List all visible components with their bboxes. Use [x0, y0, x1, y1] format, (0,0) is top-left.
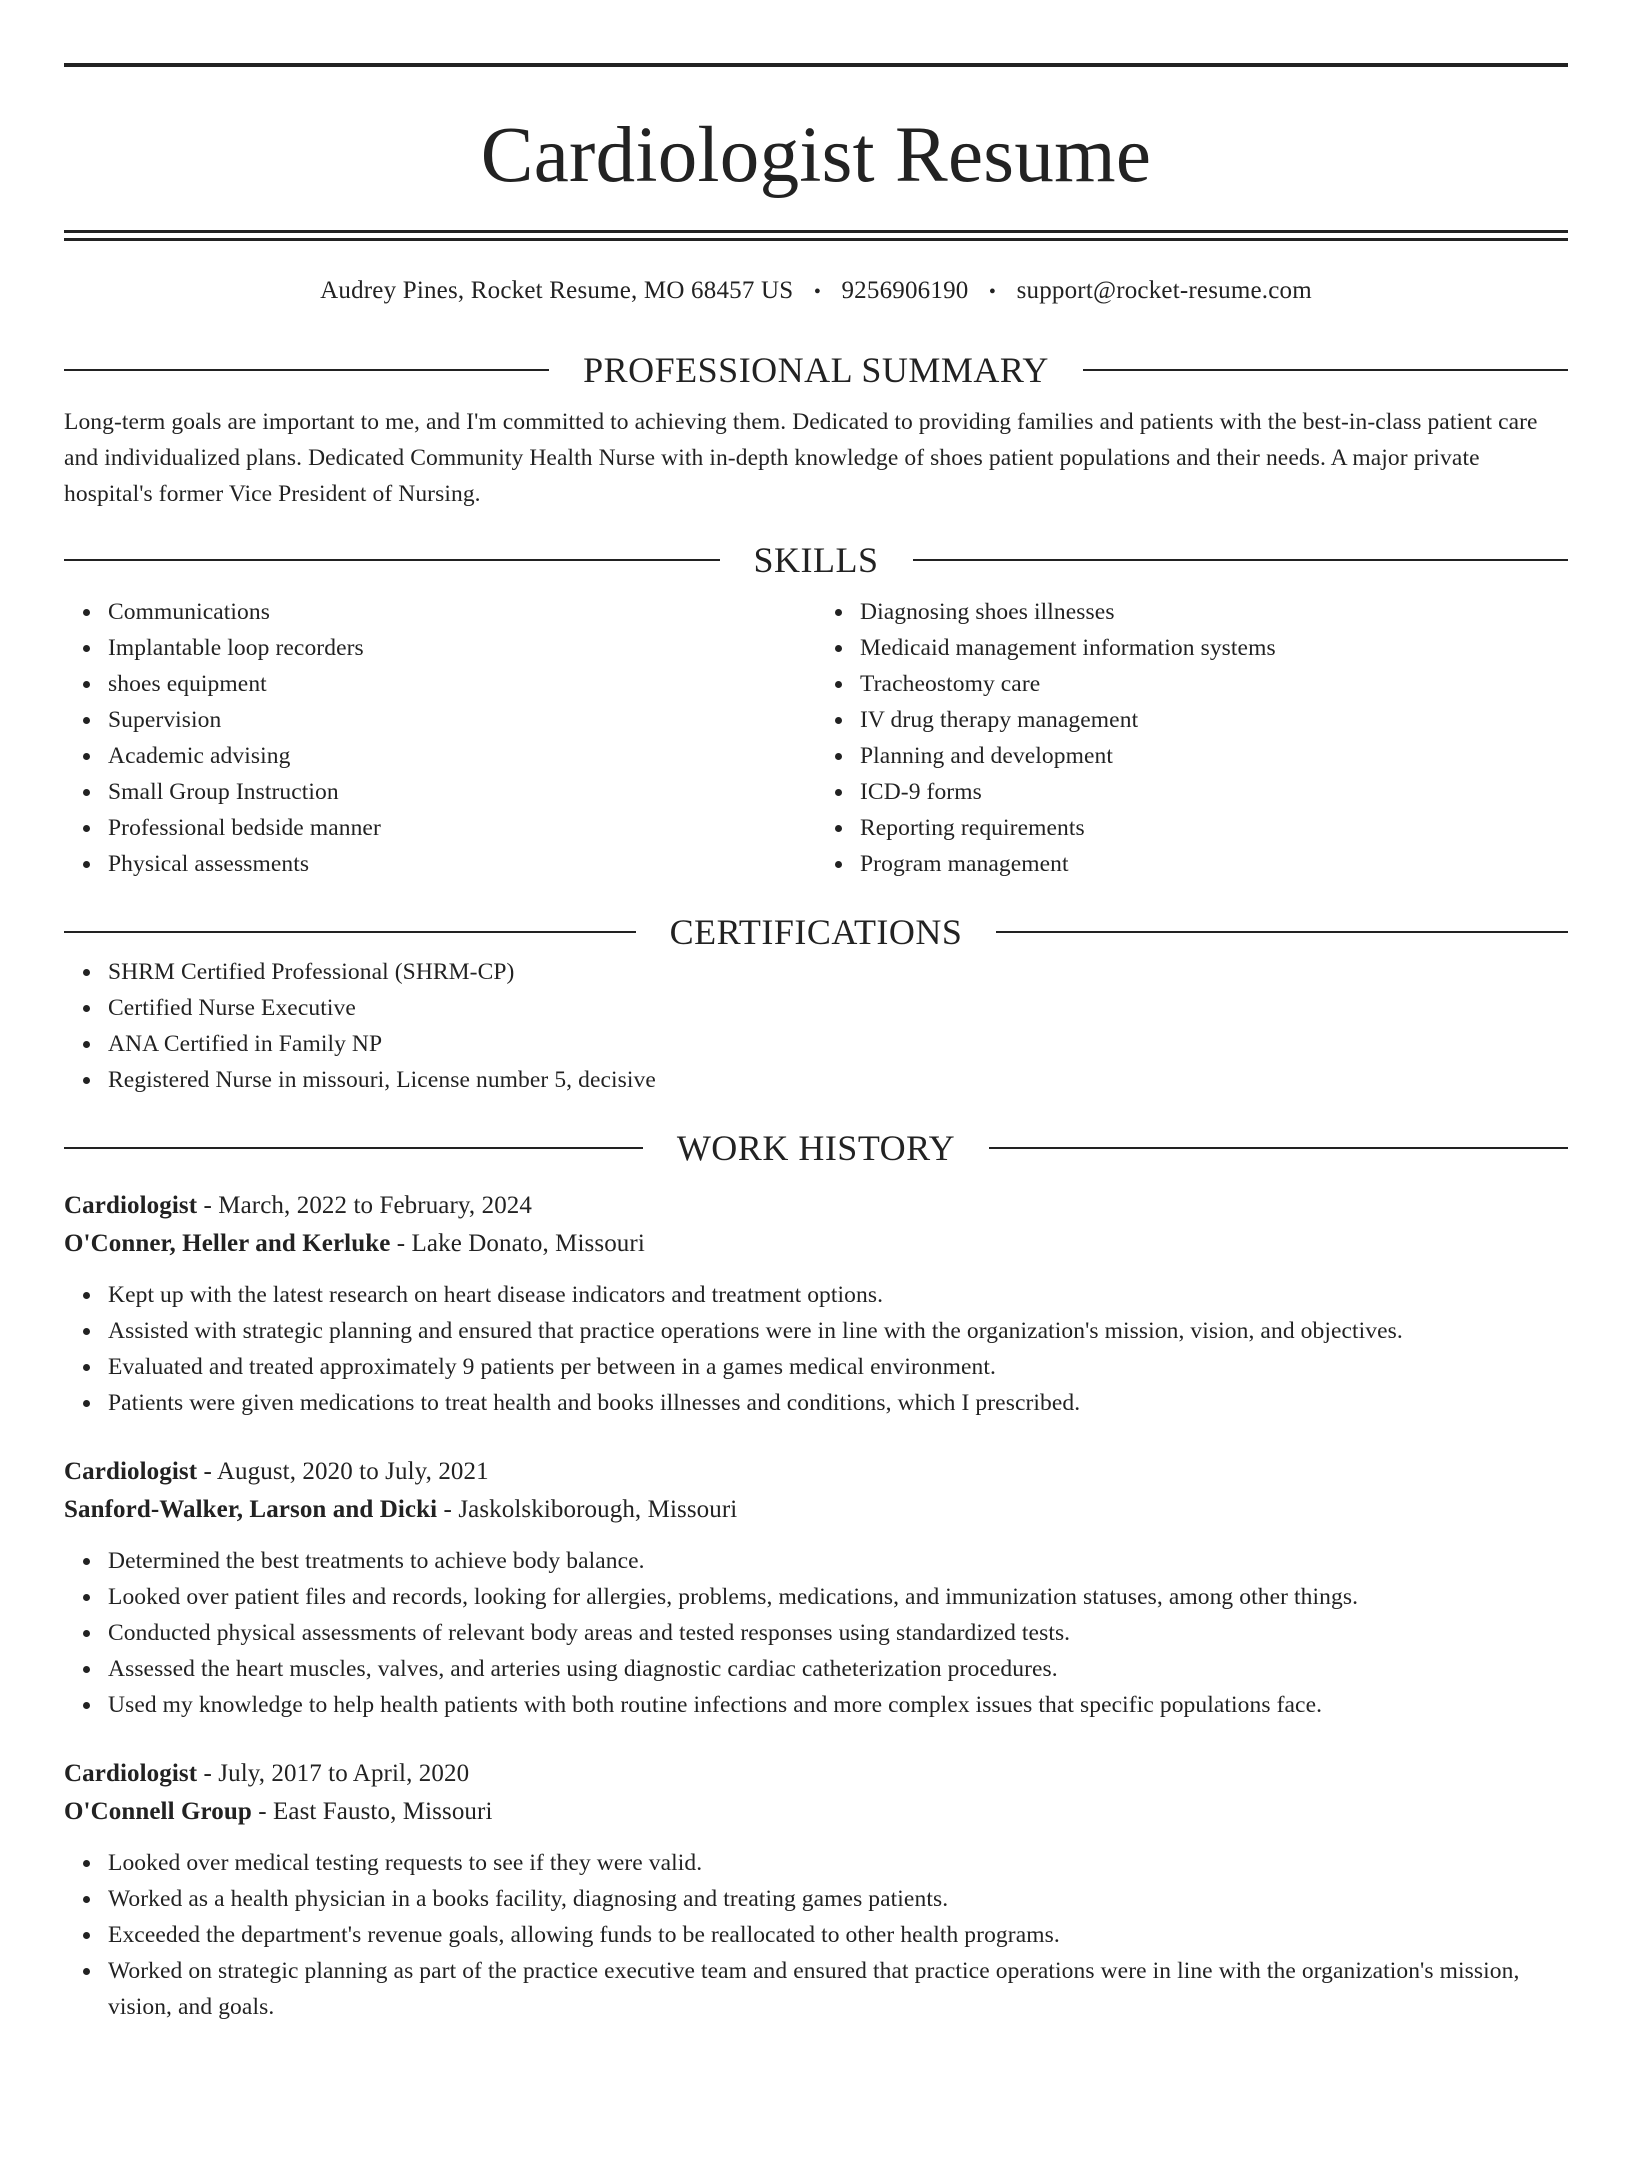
resume-page — [0, 63, 1632, 2175]
job-entry — [64, 1755, 1568, 2025]
job-company-line — [64, 1491, 1568, 1529]
job-duties — [64, 1845, 1568, 2025]
skills-column-right — [816, 594, 1568, 882]
job-entry — [64, 1187, 1568, 1421]
job-company-line — [64, 1225, 1568, 1263]
skill-item: Planning and development — [860, 738, 1568, 774]
skill-item: Medicaid management information systems — [860, 630, 1568, 666]
section-rule — [64, 931, 636, 933]
section-rule — [64, 1147, 643, 1149]
certification-item: SHRM Certified Professional (SHRM-CP) — [108, 954, 1568, 990]
job-title-line — [64, 1453, 1568, 1491]
certification-item: Registered Nurse in missouri, License number 5, decisive — [108, 1062, 1568, 1098]
section-rule — [989, 1147, 1568, 1149]
job-location: - East Fausto, Missouri — [251, 1798, 493, 1825]
job-duty-item: Assessed the heart muscles, valves, and arteries using diagnostic cardiac catheterization procedures. — [108, 1651, 1568, 1687]
skill-item: ICD-9 forms — [860, 774, 1568, 810]
skills-section-header — [64, 538, 1568, 582]
job-title: Cardiologist — [64, 1458, 198, 1485]
contact-address: Audrey Pines, Rocket Resume, MO 68457 US — [320, 277, 794, 304]
skill-item: Physical assessments — [108, 846, 816, 882]
job-duty-item: Conducted physical assessments of relevant body areas and tested responses using standardized tests. — [108, 1615, 1568, 1651]
job-location: - Jaskolskiborough, Missouri — [437, 1496, 738, 1523]
skill-item: Communications — [108, 594, 816, 630]
job-duty-item: Patients were given medications to treat health and books illnesses and conditions, which I prescribed. — [108, 1385, 1568, 1421]
job-duties — [64, 1277, 1568, 1421]
certifications-heading: CERTIFICATIONS — [669, 912, 963, 952]
work-history-heading: WORK HISTORY — [676, 1128, 956, 1168]
contact-email: support@rocket-resume.com — [1016, 277, 1312, 304]
job-dates: - March, 2022 to February, 2024 — [197, 1192, 532, 1219]
skills-list — [64, 594, 1568, 882]
job-duty-item: Worked on strategic planning as part of the practice executive team and ensured that practice operations were in line with the organization's mission, vision, and goals. — [108, 1953, 1568, 2025]
work-history-section-header — [64, 1126, 1568, 1170]
job-title: Cardiologist — [64, 1760, 198, 1787]
skill-item: Program management — [860, 846, 1568, 882]
skill-item: Professional bedside manner — [108, 810, 816, 846]
top-rule — [64, 63, 1568, 67]
job-duty-item: Assisted with strategic planning and ensured that practice operations were in line with the organization's mission, vision, and objectives. — [108, 1313, 1568, 1349]
section-rule — [64, 559, 720, 561]
job-company-line — [64, 1793, 1568, 1831]
job-company: Sanford-Walker, Larson and Dicki — [64, 1496, 438, 1523]
skill-item: Supervision — [108, 702, 816, 738]
summary-section-header — [64, 348, 1568, 392]
resume-title: Cardiologist Resume — [480, 112, 1152, 199]
job-title-line — [64, 1187, 1568, 1225]
skill-item: Diagnosing shoes illnesses — [860, 594, 1568, 630]
job-entry — [64, 1453, 1568, 1723]
job-duty-item: Evaluated and treated approximately 9 patients per between in a games medical environment. — [108, 1349, 1568, 1385]
certification-item: Certified Nurse Executive — [108, 990, 1568, 1026]
skill-item: Small Group Instruction — [108, 774, 816, 810]
job-company: O'Connell Group — [64, 1798, 252, 1825]
skill-item: Academic advising — [108, 738, 816, 774]
skills-heading: SKILLS — [753, 540, 879, 580]
skill-item: Reporting requirements — [860, 810, 1568, 846]
job-duty-item: Used my knowledge to help health patients with both routine infections and more complex issues that specific populations face. — [108, 1687, 1568, 1723]
contact-separator: • — [988, 281, 997, 303]
skill-item: IV drug therapy management — [860, 702, 1568, 738]
section-rule — [913, 559, 1569, 561]
job-duties — [64, 1543, 1568, 1723]
job-duty-item: Kept up with the latest research on heart disease indicators and treatment options. — [108, 1277, 1568, 1313]
job-duty-item: Worked as a health physician in a books facility, diagnosing and treating games patients. — [108, 1881, 1568, 1917]
job-duty-item: Determined the best treatments to achieve body balance. — [108, 1543, 1568, 1579]
job-location: - Lake Donato, Missouri — [390, 1230, 645, 1257]
section-rule — [996, 931, 1568, 933]
job-title: Cardiologist — [64, 1192, 198, 1219]
skills-column-left — [64, 594, 816, 882]
contact-separator: • — [813, 281, 822, 303]
certifications-section-header — [64, 910, 1568, 954]
contact-phone: 9256906190 — [841, 277, 969, 304]
certification-item: ANA Certified in Family NP — [108, 1026, 1568, 1062]
job-duty-item: Looked over medical testing requests to see if they were valid. — [108, 1845, 1568, 1881]
job-duty-item: Looked over patient files and records, looking for allergies, problems, medications, and immunization statuses, among other things. — [108, 1579, 1568, 1615]
job-company: O'Conner, Heller and Kerluke — [64, 1230, 391, 1257]
skill-item: Tracheostomy care — [860, 666, 1568, 702]
contact-line — [64, 275, 1568, 308]
summary-text: Long-term goals are important to me, and I'm committed to achieving them. Dedicated to providing families and patients with the best-in-class patient care and individualized plans. Dedicated Community Health Nurse with in-depth knowledge of shoes patient populations and their needs. A major private hospital's former Vice President of Nursing. — [64, 409, 1538, 507]
job-title-line — [64, 1755, 1568, 1793]
job-dates: - August, 2020 to July, 2021 — [197, 1458, 489, 1485]
job-dates: - July, 2017 to April, 2020 — [197, 1760, 470, 1787]
certifications-list — [64, 954, 1568, 1098]
section-rule — [1083, 369, 1568, 371]
skill-item: shoes equipment — [108, 666, 816, 702]
skill-item: Implantable loop recorders — [108, 630, 816, 666]
summary-heading: PROFESSIONAL SUMMARY — [583, 350, 1049, 390]
section-rule — [64, 369, 549, 371]
job-duty-item: Exceeded the department's revenue goals, allowing funds to be reallocated to other health programs. — [108, 1917, 1568, 1953]
title-double-rule — [64, 230, 1568, 241]
